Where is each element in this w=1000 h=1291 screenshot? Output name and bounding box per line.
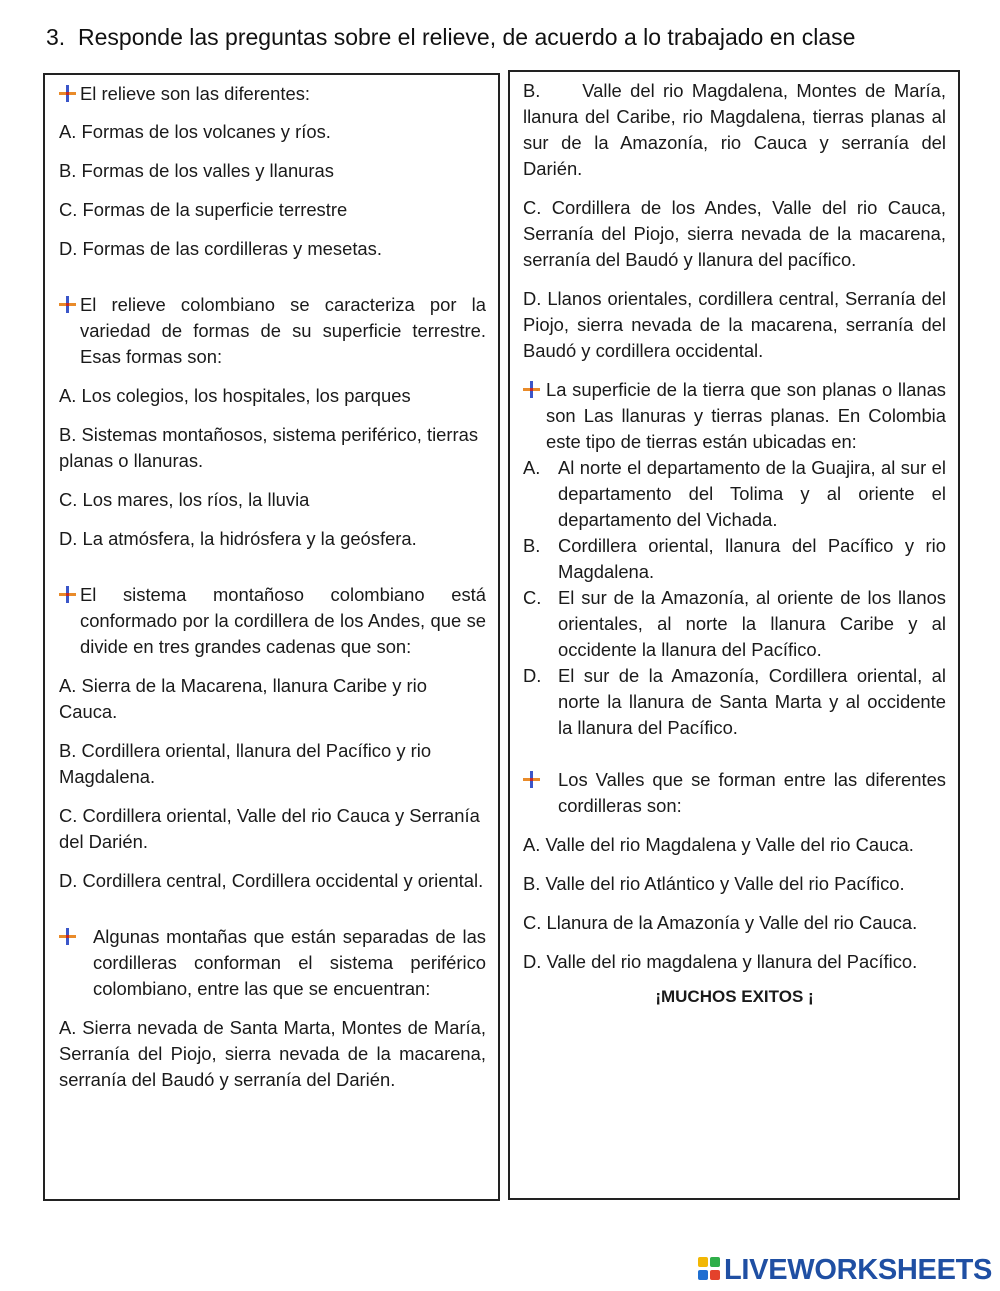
closing-message: ¡MUCHOS EXITOS ¡ bbox=[655, 987, 814, 1006]
q3-option-d: D. Cordillera central, Cordillera occidental y oriental. bbox=[59, 870, 484, 891]
q2-option-d: D. La atmósfera, la hidrósfera y la geósfera. bbox=[59, 528, 417, 549]
q2-option-c: C. Los mares, los ríos, la lluvia bbox=[59, 489, 310, 510]
q1-option-c: C. Formas de la superficie terrestre bbox=[59, 199, 348, 220]
q6-option-c: C. Llanura de la Amazonía y Valle del rio Cauca. bbox=[523, 912, 918, 933]
question-1: El relieve son las diferentes: bbox=[59, 81, 486, 107]
exercise-instruction: Responde las preguntas sobre el relieve, de acuerdo a lo trabajado en clase bbox=[78, 24, 856, 50]
q5-option-b: B. Cordillera oriental, llanura del Pacífico y rio Magdalena. bbox=[523, 535, 946, 582]
q3-option-a: A. Sierra de la Macarena, llanura Caribe y rio Cauca. bbox=[59, 675, 427, 722]
bullet-arrow-icon bbox=[59, 928, 76, 945]
q6-option-a: A. Valle del rio Magdalena y Valle del rio Cauca. bbox=[523, 834, 914, 855]
q4-option-d: D. Llanos orientales, cordillera central, Serranía del Piojo, sierra nevada de la macarena, serranía del Baudó y cordillera occidental. bbox=[523, 288, 946, 361]
q6-option-d: D. Valle del rio magdalena y llanura del Pacífico. bbox=[523, 951, 918, 972]
question-5: La superficie de la tierra que son planas o llanas son Las llanuras y tierras planas. En Colombia este tipo de tierras están ubicadas en: bbox=[523, 377, 946, 455]
bullet-arrow-icon bbox=[59, 85, 76, 102]
question-2: El relieve colombiano se caracteriza por la variedad de formas de su superficie terrestre. Esas formas son: bbox=[59, 292, 486, 370]
q4-option-b: B. Valle del rio Magdalena, Montes de María, llanura del Caribe, rio Magdalena, tierras planas al sur de la Amazonía, rio Cauca y serranía del Darién. bbox=[523, 80, 952, 179]
q6-option-b: B. Valle del rio Atlántico y Valle del rio Pacífico. bbox=[523, 873, 905, 894]
q3-option-b: B. Cordillera oriental, llanura del Pacífico y rio Magdalena. bbox=[59, 740, 432, 787]
question-3: El sistema montañoso colombiano está conformado por la cordillera de los Andes, que se divide en tres grandes cadenas que son: bbox=[59, 582, 486, 660]
q1-option-b: B. Formas de los valles y llanuras bbox=[59, 160, 334, 181]
logo-text: LIVEWORKSHEETS bbox=[724, 1254, 993, 1286]
q5-option-c: C. El sur de la Amazonía, al oriente de los llanos orientales, al norte la llanura Caribe y al occidente la llanura del Pacífico. bbox=[523, 587, 946, 660]
bullet-arrow-icon bbox=[523, 381, 540, 398]
q3-option-c: C. Cordillera oriental, Valle del rio Cauca y Serranía del Darién. bbox=[59, 805, 480, 852]
q5-option-d: D. El sur de la Amazonía, Cordillera oriental, al norte la llanura de Santa Marta y al occidente la llanura del Pacífico. bbox=[523, 665, 946, 738]
bullet-arrow-icon bbox=[59, 296, 76, 313]
q4-option-a: A. Sierra nevada de Santa Marta, Montes de María, Serranía del Piojo, sierra nevada de la macarena, serranía del Baudó y serranía del Darién. bbox=[59, 1017, 486, 1090]
q4-option-c: C. Cordillera de los Andes, Valle del rio Cauca, Serranía del Piojo, sierra nevada de la macarena, serranía del Baudó y llanura del pacífico. bbox=[523, 197, 946, 270]
left-question-box bbox=[43, 73, 500, 1201]
bullet-arrow-icon bbox=[59, 586, 76, 603]
bullet-arrow-icon bbox=[523, 771, 540, 788]
q2-option-a: A. Los colegios, los hospitales, los parques bbox=[59, 385, 411, 406]
question-4: Algunas montañas que están separadas de las cordilleras conforman el sistema periférico colombiano, entre las que se encuentran: bbox=[59, 924, 486, 1002]
right-question-box bbox=[508, 70, 960, 1200]
logo-icon bbox=[698, 1257, 722, 1283]
exercise-number: 3. bbox=[46, 24, 66, 50]
q1-option-d: D. Formas de las cordilleras y mesetas. bbox=[59, 238, 382, 259]
question-6: Los Valles que se forman entre las diferentes cordilleras son: bbox=[523, 767, 946, 819]
q2-option-b: B. Sistemas montañosos, sistema periférico, tierras planas o llanuras. bbox=[59, 424, 479, 471]
q1-option-a: A. Formas de los volcanes y ríos. bbox=[59, 121, 331, 142]
exercise-heading bbox=[46, 24, 855, 51]
q5-option-a: A. Al norte el departamento de la Guajira, al sur el departamento del Tolima y al oriente el departamento del Vichada. bbox=[523, 457, 946, 530]
